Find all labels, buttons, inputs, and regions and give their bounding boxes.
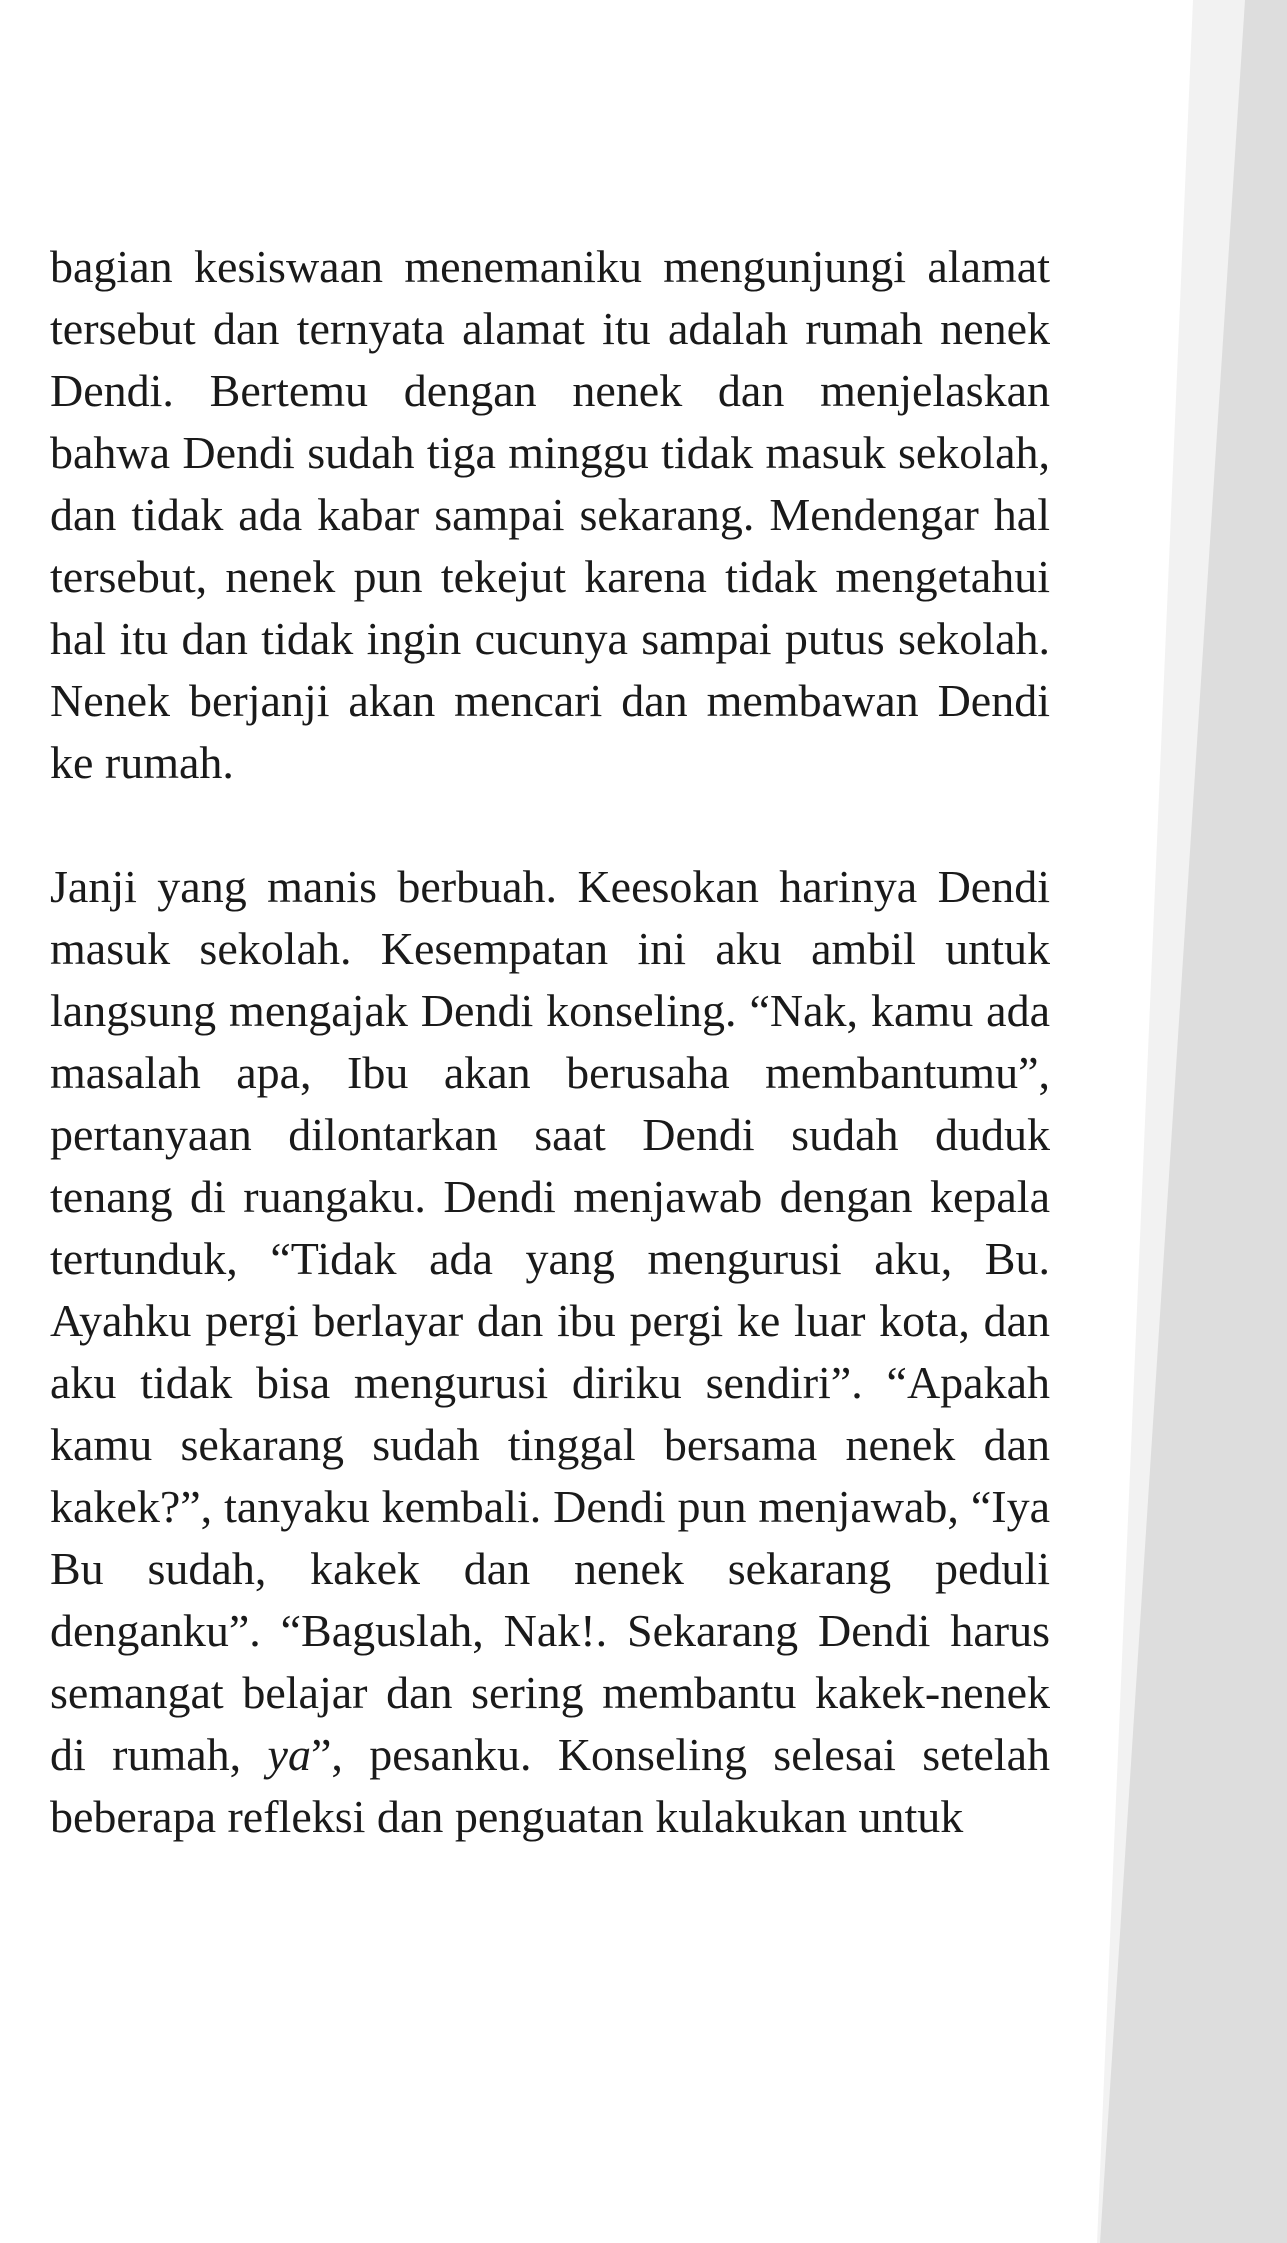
body-text [50, 236, 1050, 1848]
paragraph-text: ”, pesanku. Konseling selesai setelah beberapa refleksi dan penguatan kulakukan untuk [50, 1729, 1050, 1842]
italic-word: ya [267, 1729, 311, 1780]
paragraph-text: Janji yang manis berbuah. Keesokan harinya Dendi masuk sekolah. Kesempatan ini aku ambil untuk langsung mengajak Dendi konseling. “Nak, kamu ada masalah apa, Ibu akan berusaha membantumu”, pertanyaan dilontarkan saat Dendi sudah duduk tenang di ruangaku. Dendi menjawab dengan kepala tertunduk, “Tidak ada yang mengurusi aku, Bu. Ayahku pergi berlayar dan ibu pergi ke luar kota, dan aku tidak bisa mengurusi diriku sendiri”. “Apakah kamu sekarang sudah tinggal bersama nenek dan kakek?”, tanyaku kembali. Dendi pun menjawab, “Iya Bu sudah, kakek dan nenek sekarang peduli denganku”. “Baguslah, Nak!. Sekarang Dendi harus semangat belajar dan sering membantu kakek-nenek di rumah, [50, 861, 1050, 1780]
paragraph-text: bagian kesiswaan menemaniku mengunjungi alamat tersebut dan ternyata alamat itu adalah rumah nenek Dendi. Bertemu dengan nenek dan menjelaskan bahwa Dendi sudah tiga minggu tidak masuk sekolah, dan tidak ada kabar sampai sekarang. Mendengar hal tersebut, nenek pun tekejut karena tidak mengetahui hal itu dan tidak ingin cucunya sampai putus sekolah. Nenek berjanji akan mencari dan membawan Dendi ke rumah. [50, 241, 1050, 788]
paragraph-counseling [50, 856, 1050, 1848]
paragraph-home-visit [50, 236, 1050, 794]
page-edge-dark-band [1100, 0, 1287, 2243]
page-edge-light-band [1097, 0, 1287, 2243]
